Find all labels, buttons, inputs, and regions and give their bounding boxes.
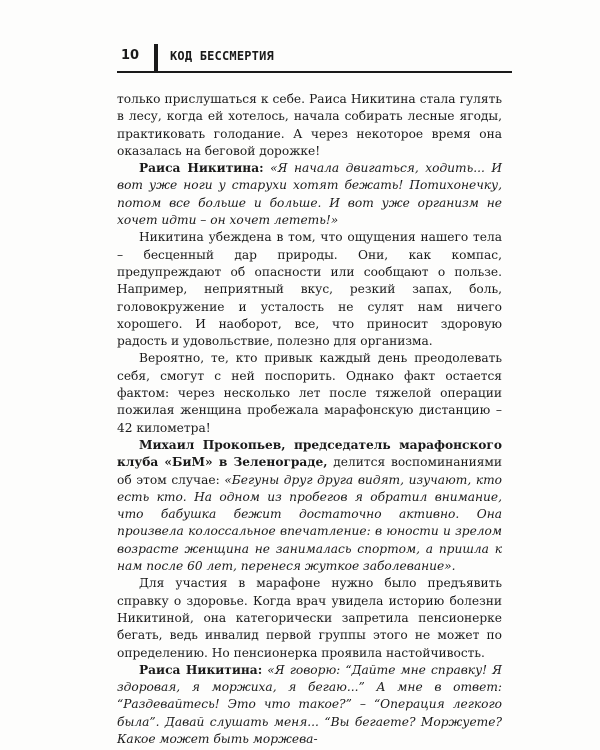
page-number: 10 [121,48,140,63]
paragraph-text: Для участия в марафоне нужно было предъявить справку о здоровье. Когда врач увидела историю болезни Никитиной, она категорически запретила пенсионерке бегать, ведь инвалид первой группы этого не может по определению. Но пенсионерка проявила настойчивость. [117,576,502,660]
bold-text: Михаил Прокопьев, председатель марафонского клуба «БиМ» в Зеленограде, [117,437,502,470]
paragraph [117,160,502,229]
running-header [117,44,512,74]
paragraph-text: только прислушаться к себе. Раиса Никитина стала гулять в лесу, когда ей хотелось, начала собирать лесные ягоды, практиковать голодание. А через некоторое время она оказалась на беговой дорожке! [117,92,502,158]
paragraph [117,575,502,661]
header-divider [154,44,158,72]
header-rule [117,71,512,73]
paragraph [117,91,502,160]
paragraph [117,437,502,575]
quotation: «Бегуны друг друга видят, изучают, кто есть кто. На одном из пробегов я обратил внимание, что бабушка бежит достаточно активно. Она произвела колоссальное впечатление: в юности и зрелом возрасте женщина не занималась спортом, а пришла к нам после 60 лет, перенеся жуткое заболевание». [117,472,502,574]
body-text [117,91,502,748]
paragraph-text: Вероятно, те, кто привык каждый день преодолевать себя, смогут с ней поспорить. Однако факт остается фактом: через несколько лет после тяжелой операции пожилая женщина пробежала марафонскую дистанцию – 42 километра! [117,351,502,435]
speaker-name: Раиса Никитина: [139,662,263,677]
paragraph-text: Никитина убеждена в том, что ощущения нашего тела – бесценный дар природы. Они, как компас, предупреждают об опасности или сообщают о пользе. Например, неприятный вкус, резкий запах, боль, головокружение и усталость не сулят нам ничего хорошего. И наоборот, все, что приносит здоровую радость и удовольствие, полезно для организма. [117,230,502,349]
paragraph [117,350,502,436]
quotation: «Я начала двигаться, ходить... И вот уже ноги у старухи хотят бежать! Потихонечку, потом все больше и больше. И вот уже организм не хочет идти – он хочет лететь!» [117,161,502,228]
paragraph [117,229,502,350]
quotation: «Я говорю: “Дайте мне справку! Я здоровая, я моржиха, я бегаю...” А мне в ответ: “Раздевайтесь! Это что такое?” – “Операция легкого была”. Давай слушать меня... “Вы бегаете? Моржуете? Какое может быть моржева- [117,662,502,746]
paragraph-text: делится воспоминаниями об этом случае: [117,455,502,487]
speaker-name: Раиса Никитина: [139,161,264,176]
book-title: КОД БЕССМЕРТИЯ [170,49,274,63]
paragraph [117,662,502,748]
